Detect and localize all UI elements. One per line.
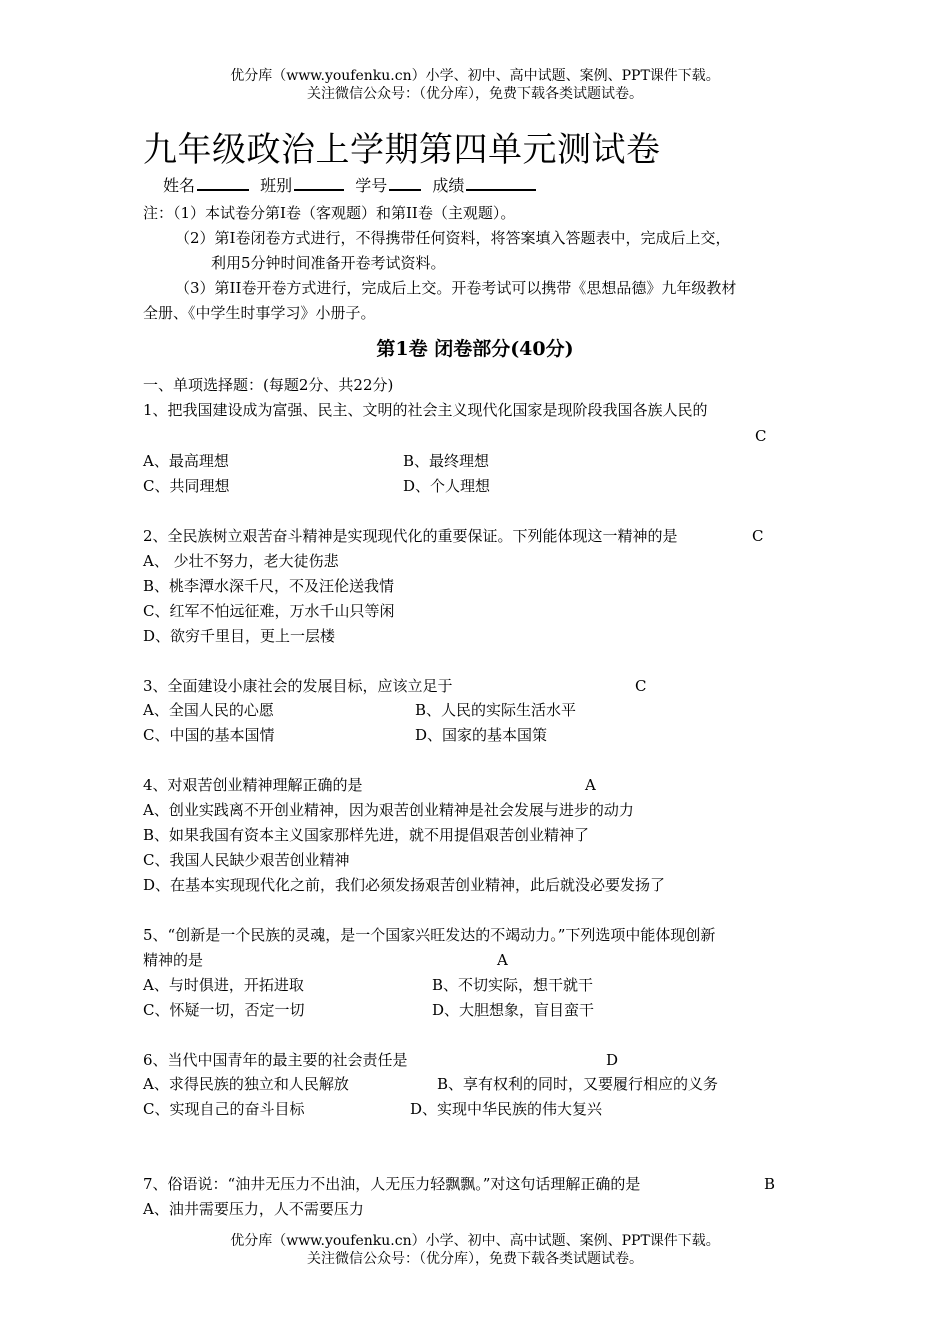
question-2-option-c: C、红军不怕远征难，万水千山只等闲 [143, 602, 395, 620]
class-label: 班别 [260, 176, 293, 195]
page-header-line-1: 优分库（www.youfenku.cn）小学、初中、高中试题、案例、PPT课件下载。 [230, 68, 720, 84]
question-4-stem: 4、对艰苦创业精神理解正确的是 [143, 776, 363, 794]
part-heading: 一、单项选择题：(每题2分、共22分) [143, 376, 394, 394]
question-2-option-b: B、桃李潭水深千尺，不及汪伦送我情 [143, 577, 395, 595]
page-title: 九年级政治上学期第四单元测试卷 [143, 130, 661, 170]
question-6-option-a: A、求得民族的独立和人民解放 [143, 1075, 349, 1093]
question-5-answer: A [497, 951, 508, 969]
question-5-option-d: D、大胆想象，盲目蛮干 [432, 1001, 595, 1019]
question-4-option-b: B、如果我国有资本主义国家那样先进，就不用提倡艰苦创业精神了 [143, 826, 590, 844]
question-1-option-b: B、最终理想 [403, 452, 490, 470]
question-4-answer: A [585, 776, 596, 794]
page-footer-line-1: 优分库（www.youfenku.cn）小学、初中、高中试题、案例、PPT课件下载。 [230, 1233, 720, 1249]
question-6-stem: 6、当代中国青年的最主要的社会责任是 [143, 1051, 408, 1069]
question-6-answer: D [606, 1051, 619, 1069]
note-line-4: （3）第II卷开卷方式进行，完成后上交。开卷考试可以携带《思想品德》九年级教材 [175, 279, 737, 297]
question-7-stem: 7、俗语说：“油井无压力不出油，人无压力轻飘飘。”对这句话理解正确的是 [143, 1175, 641, 1193]
question-2-option-a: A、 少壮不努力，老大徒伤悲 [143, 552, 339, 570]
question-3-option-a: A、全国人民的心愿 [143, 701, 274, 719]
score-label: 成绩 [432, 176, 465, 195]
question-5-option-c: C、怀疑一切，否定一切 [143, 1001, 305, 1019]
number-blank [389, 175, 421, 191]
question-4-option-d: D、在基本实现现代化之前，我们必须发扬艰苦创业精神，此后就没必要发扬了 [143, 876, 666, 894]
question-5-option-b: B、不切实际，想干就干 [432, 976, 594, 994]
question-3-option-b: B、人民的实际生活水平 [415, 701, 577, 719]
section-title: 第1卷 闭卷部分(40分) [376, 338, 574, 360]
question-3-stem: 3、全面建设小康社会的发展目标，应该立足于 [143, 677, 453, 695]
question-3-option-d: D、国家的基本国策 [415, 726, 548, 744]
question-6-option-b: B、享有权利的同时，又要履行相应的义务 [437, 1075, 719, 1093]
note-line-5: 全册、《中学生时事学习》小册子。 [143, 304, 376, 322]
question-2-answer: C [752, 527, 764, 545]
question-1-answer: C [755, 427, 767, 445]
question-3-answer: C [635, 677, 647, 695]
note-line-1: 注：（1）本试卷分第I卷（客观题）和第II卷（主观题）。 [143, 204, 516, 222]
score-blank [466, 175, 536, 191]
question-5-option-a: A、与时俱进，开拓进取 [143, 976, 304, 994]
question-4-option-a: A、创业实践离不开创业精神，因为艰苦创业精神是社会发展与进步的动力 [143, 801, 634, 819]
page-footer-line-2: 关注微信公众号：（优分库），免费下载各类试题试卷。 [307, 1251, 643, 1267]
question-7-option-a: A、油井需要压力，人不需要压力 [143, 1200, 364, 1218]
question-3-option-c: C、中国的基本国情 [143, 726, 275, 744]
question-6-option-c: C、实现自己的奋斗目标 [143, 1100, 305, 1118]
number-label: 学号 [355, 176, 388, 195]
class-blank [294, 175, 344, 191]
question-2-stem: 2、全民族树立艰苦奋斗精神是实现现代化的重要保证。下列能体现这一精神的是 [143, 527, 678, 545]
question-1-stem: 1、把我国建设成为富强、民主、文明的社会主义现代化国家是现阶段我国各族人民的 [143, 401, 708, 419]
question-1-option-a: A、最高理想 [143, 452, 229, 470]
question-6-option-d: D、实现中华民族的伟大复兴 [410, 1100, 603, 1118]
note-line-2: （2）第I卷闭卷方式进行，不得携带任何资料，将答案填入答题表中，完成后上交， [175, 229, 731, 247]
question-4-option-c: C、我国人民缺少艰苦创业精神 [143, 851, 350, 869]
note-line-3: 利用5分钟时间准备开卷考试资料。 [211, 254, 446, 272]
page-header-line-2: 关注微信公众号：（优分库），免费下载各类试题试卷。 [307, 86, 643, 102]
question-5-stem-continued: 精神的是 [143, 951, 204, 969]
name-blank [197, 175, 249, 191]
question-1-option-d: D、个人理想 [403, 477, 491, 495]
question-2-option-d: D、欲穷千里目，更上一层楼 [143, 627, 336, 645]
question-1-option-c: C、共同理想 [143, 477, 230, 495]
question-5-stem: 5、“创新是一个民族的灵魂，是一个国家兴旺发达的不竭动力。”下列选项中能体现创新 [143, 926, 716, 944]
name-label: 姓名 [163, 176, 196, 195]
student-info-fields [163, 175, 542, 197]
question-7-answer: B [764, 1175, 776, 1193]
